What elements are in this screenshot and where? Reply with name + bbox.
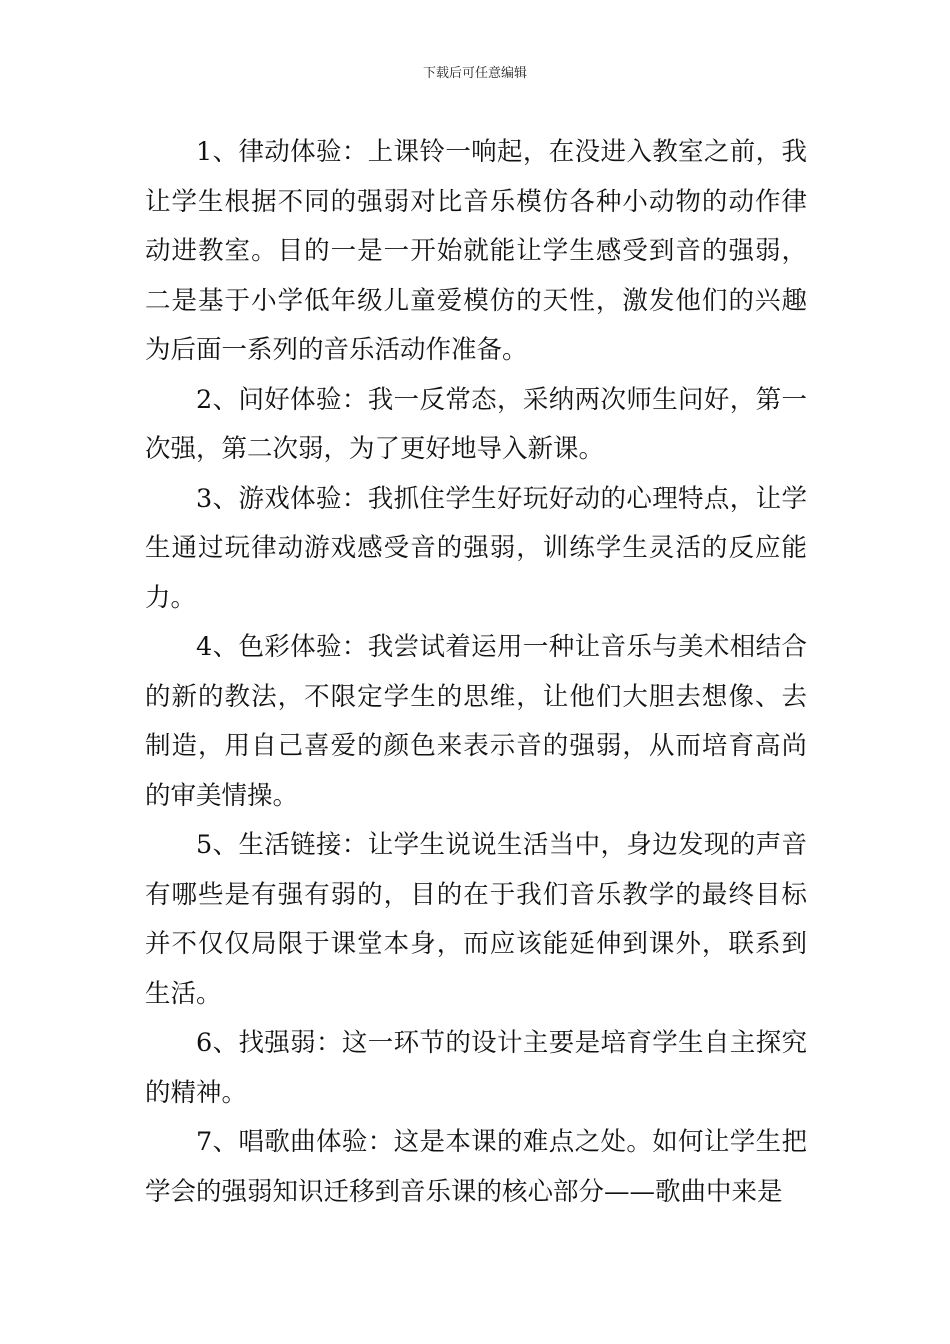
paragraph-2: 2、问好体验：我一反常态，采纳两次师生问好，第一次强，第二次弱，为了更好地导入新课。 — [145, 384, 807, 464]
paragraph-7: 7、唱歌曲体验：这是本课的难点之处。如何让学生把学会的强弱知识迁移到音乐课的核心部分——歌曲中来是 — [145, 1127, 807, 1207]
paragraph-6: 6、找强弱：这一环节的设计主要是培育学生自主探究的精神。 — [145, 1028, 807, 1108]
document-body — [145, 128, 807, 1217]
paragraph-1: 1、律动体验：上课铃一响起，在没进入教室之前，我让学生根据不同的强弱对比音乐模仿各种小动物的动作律动进教室。目的一是一开始就能让学生感受到音的强弱，二是基于小学低年级儿童爱模仿的天性，激发他们的兴趣为后面一系列的音乐活动作准备。 — [145, 137, 807, 365]
paragraph-5: 5、生活链接：让学生说说生活当中，身边发现的声音有哪些是有强有弱的，目的在于我们音乐教学的最终目标并不仅仅局限于课堂本身，而应该能延伸到课外，联系到生活。 — [145, 830, 807, 1009]
page-header-note: 下载后可任意编辑 — [422, 66, 527, 81]
paragraph-4: 4、色彩体验：我尝试着运用一种让音乐与美术相结合的新的教法，不限定学生的思维，让他们大胆去想像、去制造，用自己喜爱的颜色来表示音的强弱，从而培育高尚的审美情操。 — [145, 632, 807, 811]
paragraph-3: 3、游戏体验：我抓住学生好玩好动的心理特点，让学生通过玩律动游戏感受音的强弱，训练学生灵活的反应能力。 — [145, 483, 807, 613]
